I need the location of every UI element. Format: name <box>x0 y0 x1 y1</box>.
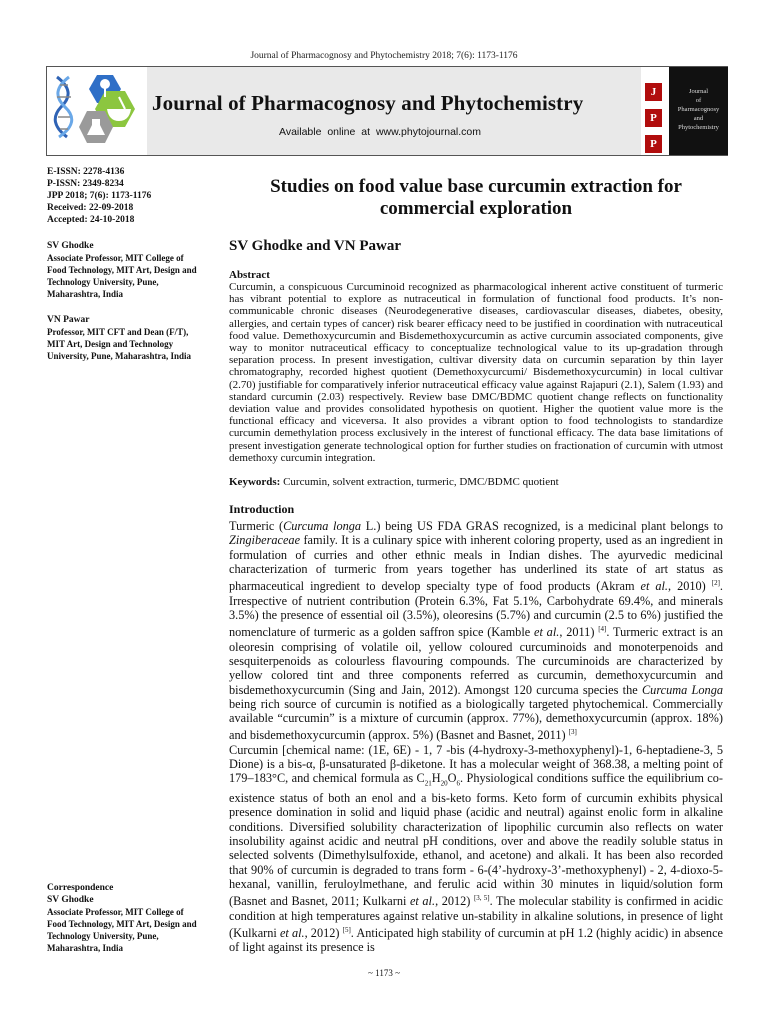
pissn: P-ISSN: 2349-8234 <box>47 179 124 189</box>
author-name: SV Ghodke <box>47 241 94 251</box>
jpp-letter-j: J <box>645 83 662 101</box>
journal-name-word: and <box>693 115 704 122</box>
keywords-label: Keywords: <box>229 476 281 489</box>
keywords-line <box>229 476 723 488</box>
jpp-letter-p1: P <box>645 109 662 127</box>
introduction-heading: Introduction <box>229 502 295 517</box>
dna-flask-logo-icon <box>47 67 147 155</box>
banner-subtitle: Available online at www.phytojournal.com <box>279 126 481 138</box>
accepted-date: Accepted: 24-10-2018 <box>47 215 135 225</box>
author-affiliation: Associate Professor, MIT College of Food Technology, MIT Art, Design and Technology University, Pune, Maharashtra, India <box>47 253 197 299</box>
received-date: Received: 22-09-2018 <box>47 203 134 213</box>
article-meta <box>47 166 197 226</box>
banner-journal-title: Journal of Pharmacognosy and Phytochemistry <box>152 91 584 115</box>
correspondence-affiliation: Associate Professor, MIT College of Food Technology, MIT Art, Design and Technology University, Pune, Maharashtra, India <box>47 907 197 953</box>
abstract-heading: Abstract <box>229 269 270 281</box>
author-name: VN Pawar <box>47 315 90 325</box>
jpp-letter-column <box>641 67 669 155</box>
journal-citation-line: Journal of Pharmacognosy and Phytochemistry 2018; 7(6): 1173-1176 <box>250 51 518 61</box>
article-main <box>229 176 723 955</box>
page-number: ~ 1173 ~ <box>368 968 400 978</box>
abstract-text: Curcumin, a conspicuous Curcuminoid recognized as pharmacological inherent active constituent of turmeric has vibrant potential to explore as nutraceutical in formulation of functional food products. It’s non-communicable chronic diseases (Neurodegenerative diseases, cardiovascular diseases, diabetes, obesity, allergies, and certain types of cancer) risk bearer efficacy need to be justified in coordination with nutraceutical food value. Demethoxycurcumin and Bisdemethoxycurcumin as active curcumin associated components, give way to monitor nutraceutical efficacy to conceptualize technological value to its up-gradation through separation process. In present investigation, cultivar diversity data on curcumin separation by thin layer chromatography, recorded highest quotient (Demethoxycurcumi/ Bisdemethoxycurcumin) in local cultivar (2.70) justifiable for comparatively inferior nutraceutical efficacy value against Rajapuri (2.1), Salem (1.93) and standard curcumin (2.03) respectively. Review base DMC/BDMC quotient change reflects on functionality deviation value and provides consolidated hypothesis on quotient. Higher the quotient value more is the functional efficacy and viceversa. It also provides a vibrant option to food technologists to standardize curcumin demethylation process exclusively in the interest of functional efficacy. The data base limitations of present investigation generate technological option for further studies on fractionation of curcumin with utmost demethoxy curcumin integration. <box>229 281 723 464</box>
author-affiliation: Professor, MIT CFT and Dean (F/T), MIT Art, Design and Technology University, Pune, Maharashtra, India <box>47 327 192 361</box>
journal-banner <box>46 66 728 156</box>
jpp-ref: JPP 2018; 7(6): 1173-1176 <box>47 191 152 201</box>
keywords-text: Curcumin, solvent extraction, turmeric, DMC/BDMC quotient <box>283 476 559 489</box>
correspondence-label: Correspondence <box>47 883 114 893</box>
sidebar <box>47 166 197 362</box>
eissn: E-ISSN: 2278-4136 <box>47 167 125 177</box>
journal-name-word: of <box>695 97 702 104</box>
article-title: Studies on food value base curcumin extraction for commercial exploration <box>270 176 682 219</box>
correspondence-block <box>47 882 197 954</box>
author-block <box>47 314 197 362</box>
intro-paragraph-1: Turmeric (Curcuma longa L.) being US FDA GRAS recognized, is a medicinal plant belongs to Zingiberaceae family. It is a culinary spice with inherent coloring property, used as an ingredient in formulation of curries and other ethnic meals in Indian dishes. The ayurvedic medicinal characterization of turmeric from years together has underlined its state of art status as pharmaceutical ingredient to develop specialty type of food products (Akram et al., 2010) [2]. Irrespective of nutrient contribution (Protein 6.3%, Fat 5.1%, Carbohydrate 69.4%, and minerals 3.5%) the presence of essential oil (3.5%), oleoresins (5.7%) and curcumin (2.5 to 6%) justified the nomenclature of turmeric as a golden saffron spice (Kamble et al., 2011) [4]. Turmeric extract is an oleoresin comprising of volatile oil, yellow coloured curcuminoids and monoterpenoids and sesquiterpenoids as colourless flavouring compounds. The curcuminoids are characterized by yellow colored tint and three components referred as curcumin, demethoxycurcumin and bisdemethoxycurcumin (Sing and Jain, 2012). Amongst 120 curcuma species the Curcuma Longa being rich source of curcumin is notified as a biologically targeted phytochemical. Commercially available “curcumin” is a mixture of curcumin (approx. 77%), demethoxycurcumin (approx. 18%) and bisdemethoxycurcumin (approx. 5%) (Basnet and Basnet, 2011) [3] <box>229 519 724 743</box>
intro-paragraph-2: Curcumin [chemical name: (1E, 6E) - 1, 7 -bis (4-hydroxy-3-methoxyphenyl)-1, 6-heptadiene-3, 5 Dione) is a bis-α, β-unsaturated β-diketone. It has a molecular weight of 368.38, a melting point of 179–183°C, and chemical formula as $C_{21}H_{20}O_6$. Physiological conditions suffice the equilibrium co-existence status of both an enol and a bis-keto forms. Keto form of curcumin exhibits physical presence domination in solid and liquid phase (acidic and neutral) against enolic form in alkaline conditions. Diversified solubility characterization of lipophilic curcumin also reflects on water insolubility against acidic and neutral pH conditions, over and above the readily soluble status in selected solvents (Dimethylsulfoxide, ethanol, and acetone) and alkali. It has been also recorded that 90% of curcumin is degraded to trans form - 6-(4’-hydroxy-3’-methoxyphenyl) - 2, 4-dioxo-5-hexanal, vanillin, feruloylmethane, and ferulic acid within 30 minutes in liquid/solution form (Basnet and Basnet, 2011; Kulkarni et al., 2012) [3, 5]. The molecular stability is confirmed in acidic condition at high temperatures against relative un-stability in alkaline solutions, in presence of light (Kulkarni et al., 2012) [5]. Anticipated high stability of curcumin at pH 1.2 (highly acidic) in absence of light against its presence is <box>229 742 724 955</box>
journal-name-word: Pharmacognosy <box>677 106 720 113</box>
journal-logo <box>47 67 147 155</box>
author-block <box>47 240 197 300</box>
jpp-letter-p2: P <box>645 135 662 153</box>
journal-name-word: Journal <box>688 88 709 95</box>
article-authors: SV Ghodke and VN Pawar <box>229 238 401 254</box>
journal-name-word: Phytochemistry <box>678 124 719 131</box>
correspondence-name: SV Ghodke <box>47 895 94 905</box>
journal-name-box <box>669 67 728 155</box>
